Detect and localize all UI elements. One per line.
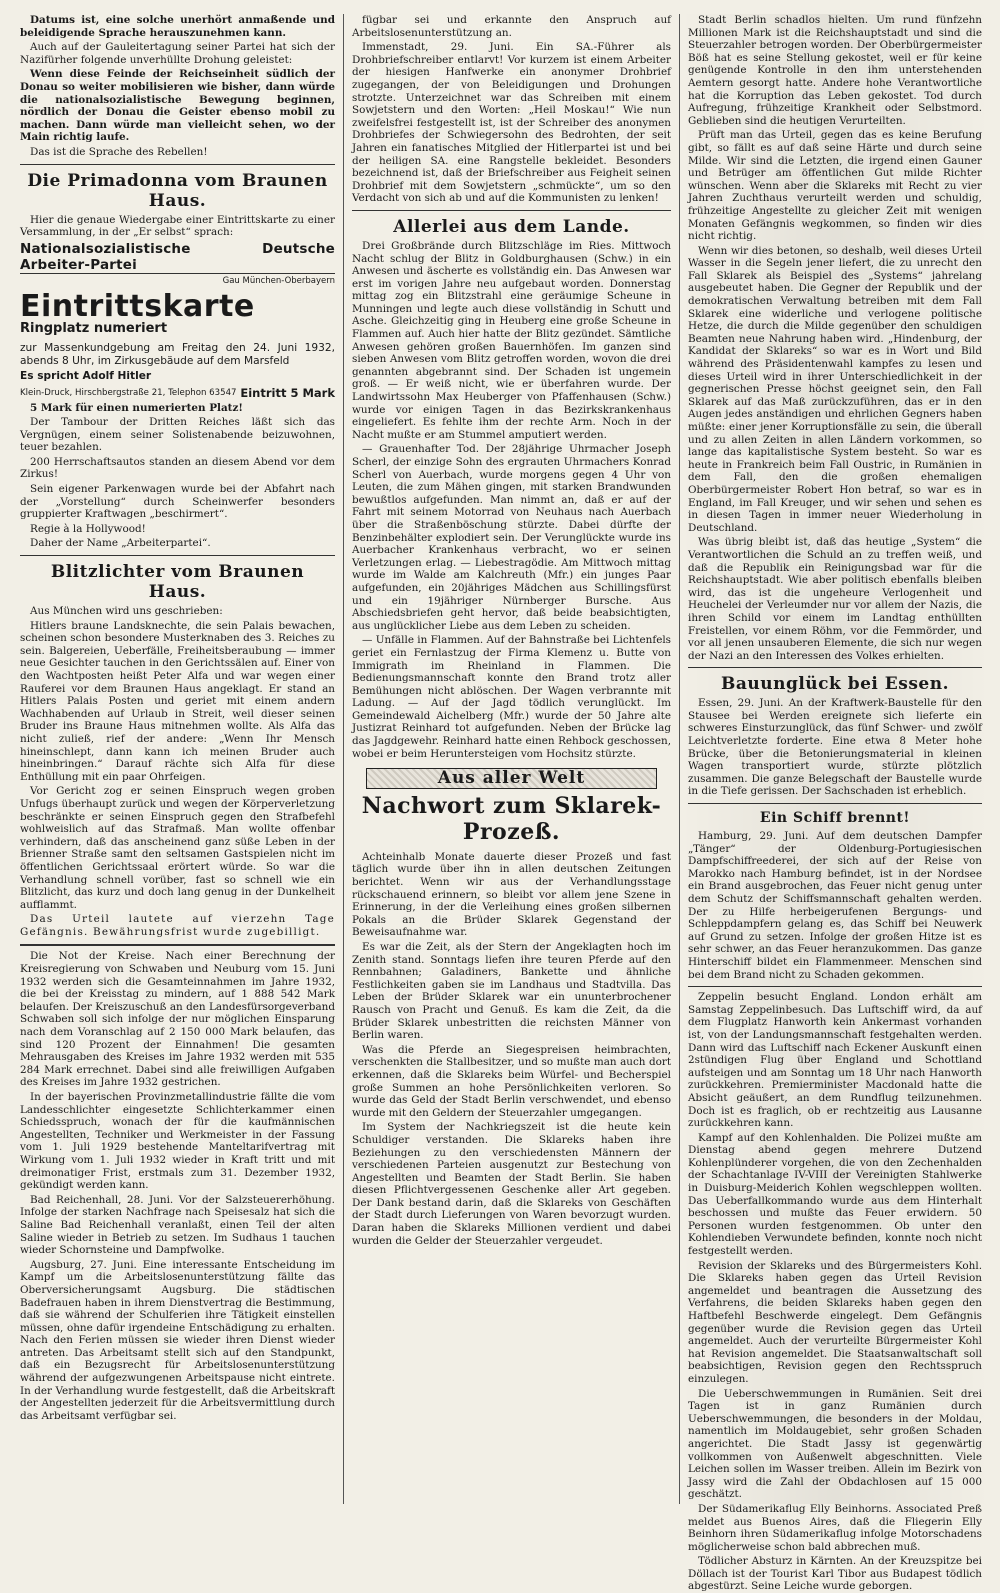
allerlei-paragraph-1: Drei Großbrände durch Blitzschläge im Ries. Mittwoch Nacht schlug der Blitz in Goldburghausen (Schw.) in ein Anwesen und äscherte es vollständig ein. Das Anwesen war erst im vorigen Jahre neu aufgebaut worden. Donnerstag mittag zog ein Blitzstrahl eine geräumige Scheune in Munningen und legte auch diese vollständig in Schutt und Asche. Gleichzeitig ging in Heuberg eine große Scheune in Flammen auf. Auch hier hatte der Blitz gezündet. Sämtliche Anwesen gehören großen Bauernhöfen. Im ganzen sind sieben Anwesen vom Blitz getroffen worden, wovon die drei genannten abgebrannt sind. Der Schaden ist ungemein groß. — Er weiß nicht, wie er überfahren wurde. Der Landwirtssohn Max Heuberger von Pfaffenhausen (Schw.) wurde vor einigen Tagen in das Bezirkskrankenhaus eingeliefert. Es fehlte ihm der rechte Arm. Noch in der Nacht mußte er am Stummel amputiert werden. xyxy=(352,239,671,441)
continuation-text: fügbar sei und erkannte den Anspruch auf Arbeitslosenunterstützung an. xyxy=(352,14,671,39)
allerlei-paragraph-3: — Unfälle in Flammen. Auf der Bahnstraße bei Lichtenfels geriet ein Fernlastzug der Firma Klemenz u. Butte von Immigrath im Rheinland in Flammen. Die Bedienungsmannschaft konnte den Brand trotz aller Bemühungen nicht ablöschen. Der Wagen verbrannte mit Ladung. — Auf der Jagd tödlich verunglückt. Im Gemeindewald Aichelberg (Mfr.) wurde der 50 Jahre alte Justizrat Reinhard tot aufgefunden. Neben der Brücke lag das Jagdgewehr. Reinhard hatte einen Rehbock geschossen, wobei er beim Heruntersteigen vom Hochsitz stürzte. xyxy=(352,634,671,760)
intro-paragraph-2: Auch auf der Gauleitertagung seiner Partei hat sich der Nazifürher folgende unverhüllte Drohung geleistet: xyxy=(20,41,335,66)
sklarek-paragraph-1: Stadt Berlin schadlos hielten. Um rund fünfzehn Millionen Mark ist die Reichshauptstadt und sind die Steuerzahler betrogen worden. Der Oberbürgermeister Böß hat es seine Stellung gekostet, weil er für keine genügende Kontrolle in den ihm unterstehenden Aemtern gesorgt hatte. Andere hohe Verantwortliche hat die Korruption das Leben gekostet. Tod durch Aufregung, frühzeitige Krankheit oder Selbstmord. Geblieben sind die heutigen Verurteilten. xyxy=(688,14,982,127)
ticket-title: Eintrittskarte xyxy=(20,289,255,325)
divider xyxy=(688,803,982,804)
primadonna-headline: Die Primadonna vom Braunen Haus. xyxy=(27,170,328,211)
kreise-paragraph-1: Die Not der Kreise. Nach einer Berechnung der Kreisregierung von Schwaben und Neuburg vom 15. Juni 1932 werden sich die Gesamteinnahmen im Jahre 1932, die bei der Kreisstag zu mindern, auf 1 888 542 Mark belaufen. Der Kreiszuschuß an den Landesfürsorgeverband Schwaben soll sich infolge der nur möglichen Einsparung nach dem Voranschlag auf 2 150 000 Mark belaufen, das sind 120 Prozent der Einnahmen! Die gesamten Mehrausgaben des Kreises im Jahre 1932 werden mit 535 284 Mark errechnet. Dabei sind alle freiwilligen Aufgaben des Kreises im Jahre 1932 gestrichen. xyxy=(20,950,335,1089)
allerlei-headline: Allerlei aus dem Lande. xyxy=(393,216,630,237)
divider xyxy=(352,210,671,211)
sklarek-paragraph-4: Was übrig bleibt ist, daß das heutige „System“ die Verantwortlichen die Schuld an zu treffen weiß, und daß die Republik ein Reinigungsbad war für die Reichshauptstadt. Wie aber politisch ebenfalls bleiben wird, das ist die ungeheure Verlogenheit und Heuchelei der Verleumder nur vor allem der Nazis, die ihren Schild vor einem im Landtag enthüllten Freistellen, vor einem Röhm, vor die Femmörder, und vor all jenen unsauberen Elemente, die sich nur wegen der Nazi an den Interessen des Volkes erhielten. xyxy=(688,536,982,662)
divider xyxy=(20,944,335,946)
divider xyxy=(688,667,982,668)
short-news-4: Die Ueberschwemmungen in Rumänien. Seit drei Tagen ist in ganz Rumänien durch Ueberschwemmungen, die besonders in der Moldau, namentlich im Moldaugebiet, sehr großen Schaden angerichtet. Die Stadt Jassy ist gegenwärtig vollkommen von Außenwelt abgeschnitten. Viele Leichen sollen im Wasser treiben. Allein im Bezirk von Jassy wird die Zahl der Obdachlosen auf 15 000 geschätzt. xyxy=(688,1387,982,1501)
nachwort-headline: Nachwort zum Sklarek-Prozeß. xyxy=(361,792,662,845)
gau-name: Gau München-Oberbayern xyxy=(20,273,335,288)
blitzlichter-paragraph-4: Das Urteil lautete auf vierzehn Tage Gefängnis. Bewährungsfrist wurde zugebilligt. xyxy=(20,913,335,938)
short-news-2: Kampf auf den Kohlenhalden. Die Polizei mußte am Dienstag abend gegen mehrere Dutzend Kohlenplünderer vorgehen, die von den Zechenhalden der Schachtanlage IV-VIII der Vereinigten Stahlwerke in Duisburg-Meiderich Kohlen wegschleppen wollten. Das Ueberfallkommando wurde aus dem Hinterhalt beschossen und mußte das Feuer erwidern. 50 Personen wurden festgenommen. Ob unter den Kohlendieben Verwundete befinden, konnte noch nicht festgestellt werden. xyxy=(688,1131,982,1258)
column-left xyxy=(12,14,344,1504)
primadonna-paragraph-1: Der Tambour der Dritten Reiches läßt sich das Vergnügen, einem seiner Solistenabende beizuwohnen, teuer bezahlen. xyxy=(20,416,335,454)
sklarek-paragraph-2: Prüft man das Urteil, gegen das es keine Berufung gibt, so fällt es auf daß seine Härte und durch seine Milde. Wir sind die Letzten, die irgend einen Gauner und Betrüger am öffentlichen Gut milde Richter wünschen. Wenn aber die Sklareks mit Recht zu vier Jahren Zuchthaus verurteilt werden und schuldig, frühzeitige Angestellte zu gleicher Zeit mit wenigen Monaten Gefängnis wegkommen, so finden wir dies nicht richtig. xyxy=(688,129,982,243)
ticket-text: zur Massenkundgebung am Freitag den 24. Juni 1932, abends 8 Uhr, im Zirkusgebäude auf dem Marsfeld xyxy=(20,341,335,367)
party-name: Nationalsozialistische Deutsche Arbeiter-Partei xyxy=(20,240,335,273)
nachwort-paragraph-2: Es war die Zeit, als der Stern der Angeklagten hoch im Zenith stand. Sonntags liefen ihre teuren Pferde auf den Rennbahnen; Galadiners, Bankette und ähnliche Festlichkeiten gaben sie im Landhaus und Stadtvilla. Das Leben der Brüder Sklarek war ein ununterbrochener Rausch von Pracht und Genuß. Es kam die Zeit, da die Brüder Sklarek unbestritten die reichsten Männer von Berlin waren. xyxy=(352,941,671,1042)
divider xyxy=(20,164,335,165)
intro-paragraph-3: Wenn diese Feinde der Reichseinheit südlich der Donau so weiter mobilisieren wie bisher, dann würde die nationalsozialistische Bewegung beginnen, nördlich der Donau die Geister ebenso mobil zu machen. Dann würde man vielleicht sehen, wo der Main richtig laufe. xyxy=(20,68,335,144)
ticket-printer: Klein-Druck, Hirschbergstraße 21, Telephon 63547 xyxy=(20,387,237,398)
nachwort-paragraph-1: Achteinhalb Monate dauerte dieser Prozeß und fast täglich wurde über ihn in allen deutschen Zeitungen berichtet. Wenn wir aus der Verhandlungsstage rückschauend erinnern, so bleibt vor allem jene Szene in Erinnerung, in der die Verleihung eines großen silbernen Pokals an die Brüder Sklarek Gegenstand der Beweisaufnahme war. xyxy=(352,850,671,939)
nachwort-paragraph-3: Was die Pferde an Siegespreisen heimbrachten, verschenkten die Stallbesitzer, und so mußte man auch dort erkennen, daß die Sklareks beim Würfel- und Becherspiel große Summen an hohe Persönlichkeiten verloren. So wurde das Geld der Stadt Berlin verschwendet, und ebenso wurde mit den Geldern der Steuerzahler umgegangen. xyxy=(352,1043,671,1119)
primadonna-paragraph-3: Sein eigener Parkenwagen wurde bei der Abfahrt nach der „Vorstellung“ durch Scheinwerfer besonders gruppierter Kraftwagen „beschirmert“. xyxy=(20,483,335,521)
section-banner-aus-aller-welt: Aus aller Welt xyxy=(366,768,657,789)
nachwort-paragraph-4: Im System der Nachkriegszeit ist die heute kein Schuldiger verstanden. Die Sklareks haben ihre Beziehungen zu den verschiedensten Männern der verschiedenen Parteien ausgenutzt zur Bestechung von Angestellten und Beamten der Stadt Berlin. Sie haben diesen Pflichtvergessenen Geschenke aller Art gegeben. Der Dank bestand darin, daß die Sklareks von Geschäften der Stadt durch Lieferungen von Waren bevorzugt wurden. Daran haben die Sklareks Millionen verdient und dabei wurden die Gelder der Steuerzahler vergeudet. xyxy=(352,1121,671,1247)
blitzlichter-paragraph-1: Aus München wird uns geschrieben: xyxy=(30,605,223,618)
kreise-paragraph-2: In der bayerischen Provinzmetallindustrie fällte die vom Landesschlichter eingesetzte Schlichterkammer einen Schiedsspruch, wonach der für die kaufmännischen Angestellten, Techniker und Werkmeister in der Fassung vom 1. Juli 1929 bestehende Manteltarifvertrag mit Wirkung vom 1. Juli 1932 wieder in Kraft tritt und mit dreimonatiger Frist, erstmals zum 31. Dezember 1932, gekündigt werden kann. xyxy=(20,1091,335,1192)
primadonna-paragraph-2: 200 Herrschaftsautos standen an diesem Abend vor dem Zirkus! xyxy=(20,455,335,481)
short-news-6: Tödlicher Absturz in Kärnten. An der Kreuzspitze bei Döllach ist der Tourist Karl Tibor aus Budapest tödlich abgestürzt. Seine Leiche wurde geborgen. xyxy=(688,1555,982,1593)
ticket-subtitle: Ringplatz numeriert xyxy=(20,321,168,337)
blitzlichter-headline: Blitzlichter vom Braunen Haus. xyxy=(50,562,305,603)
schiff-article: Hamburg, 29. Juni. Auf dem deutschen Dampfer „Tänger“ der Oldenburg-Portugiesischen Dampfschiffreederei, der sich auf der Reise von Marokko nach Hamburg befindet, ist in der Nordsee ein Brand ausgebrochen, das Feuer nicht genug unter dem Schutz der Schiffsmannschaft gehalten werden. Der zu Hilfe herbeigerufenen Bergungs- und Schleppdampfern gelang es, das Schiff bei Neuwerk auf Grund zu setzen. Infolge der großen Hitze ist es sehr schwer, an das Feuer heranzukommen. Das ganze Hinterschiff bildet ein Flammenmeer. Menschen sind bei dem Brand nicht zu Schaden gekommen. xyxy=(688,830,982,981)
divider xyxy=(688,986,982,987)
kreise-paragraph-3: Bad Reichenhall, 28. Juni. Vor der Salzsteuererhöhung. Infolge der starken Nachfrage nach Speisesalz hat sich die Saline Bad Reichenhall veranlaßt, einen Teil der alten Saline wieder in Betrieb zu setzen. Im Sudhaus 1 tauchen wieder Schornsteine und Dampfwolke. xyxy=(20,1193,335,1257)
ticket-price: Eintritt 5 Mark xyxy=(240,385,335,400)
divider xyxy=(20,555,335,556)
column-middle xyxy=(344,14,680,1504)
schiff-headline: Ein Schiff brennt! xyxy=(759,810,911,827)
primadonna-paragraph-5: Daher der Name „Arbeiterpartei“. xyxy=(30,537,211,550)
primadonna-intro: Hier die genaue Wiedergabe einer Eintrittskarte zu einer Versammlung, in der „Er selbst“ sprach: xyxy=(20,213,335,239)
intro-paragraph-1: Datums ist, eine solche unerhört anmaßende und beleidigende Sprache herauszunehmen kann. xyxy=(20,14,335,39)
blitzlichter-paragraph-3: Vor Gericht zog er seinen Einspruch wegen groben Unfugs überhaupt zurück und wegen der Körperverletzung beschränkte er seinen Einspruch gegen den Strafbefehl wohlweislich auf das Strafmaß. Man wollte offenbar verhindern, daß das anscheinend ganz süße Leben in der Brienner Straße samt den seltsamen Gastspielen nicht im öffentlichen Gerichtssaal erörtert würde. So war die Verhandlung schnell vorüber, fast so schnell wie ein Blitzlicht, das kurz und doch lang genug in der Dunkelheit aufflammt. xyxy=(20,785,335,911)
ticket-price-sub: 5 Mark für einen numerierten Platz! xyxy=(30,401,243,414)
kreise-paragraph-4: Augsburg, 27. Juni. Eine interessante Entscheidung im Kampf um die Arbeitslosenunterstützung fällte das Oberversicherungsamt Augsburg. Die städtischen Badefrauen haben in ihrem Dienstvertrag die Bestimmung, daß sie während der Schulferien ihre Tätigkeit einstellen müssen, ohne dafür irgendeine Entschädigung zu erhalten. Nach den Ferien müssen sie wieder ihren Dienst wieder antreten. Das Arbeitsamt stellt sich auf den Standpunkt, daß ein Bezugsrecht für Arbeitslosenunterstützung während der aufgezwungenen Arbeitspause nicht eintrete. In der Verhandlung wurde festgestellt, daß die Arbeitskraft der Angestellten jederzeit für die Arbeitsvermittlung durch das Arbeitsamt verfügbar sei. xyxy=(20,1258,335,1422)
intro-paragraph-4: Das ist die Sprache des Rebellen! xyxy=(30,145,208,158)
immenstadt-article: Immenstadt, 29. Juni. Ein SA.-Führer als Drohbriefschreiber entlarvt! Vor kurzem ist einem Arbeiter der hiesigen Hanfwerke ein anonymer Drohbrief zugegangen, der von Beleidigungen und Drohungen strotzte. Unterzeichnet war das Schreiben mit einem Sowjetstern und den Worten: „Heil Moskau!“ Wie nun zweifelsfrei festgestellt ist, ist der Schreiber des anonymen Drohbriefes der Schwiegersohn des Bedrohten, der seit Jahren ein fanatisches Mitglied der Hitlerpartei ist und bei der heiligen SA. eine Rangstelle bekleidet. Besonders bezeichnend ist, daß der Briefschreiber aus Feigheit seinen Drohbrief mit dem Sowjetstern „schmückte“, um so den Verdacht von sich ab und auf die Kommunisten zu lenken! xyxy=(352,41,671,205)
blitzlichter-paragraph-2: Hitlers braune Landsknechte, die sein Palais bewachen, scheinen schon besondere Musterknaben des 3. Reiches zu sein. Balgereien, Ueberfälle, Freiheitsberaubung — immer neue Gesichter tauchen in den Gerichtssälen auf. Einer von den Wachtposten heißt Peter Alfa und war wegen einer Rauferei vor dem Braunen Haus angeklagt. Er stand an Hitlers Palais Posten und geriet mit einem andern Wachhabenden auf Urlaub in Streit, weil dieser seinen Bruder ins Braune Haus mitnehmen wollte. Als Alfa das nicht zuließ, rief der andere: „Wenn Ihr Mensch hineinschlept, dann kann ich meinen Bruder auch hineinbringen.“ Darauf rächte sich Alfa für diese Enthüllung mit ein paar Ohrfeigen. xyxy=(20,619,335,783)
ticket-footer xyxy=(20,387,335,400)
short-news-1: Zeppelin besucht England. London erhält am Samstag Zeppelinbesuch. Das Luftschiff wird, da auf dem Flugplatz Hanworth kein Ankermast vorhanden ist, von der Landungsmannschaft festgehalten werden. Dann wird das Luftschiff nach Eckener Auskunft einen 2stündigen Flug über England und Schottland aufsteigen und am Sonntag um 18 Uhr nach Hanworth zurückkehren. Premierminister Macdonald hatte die Absicht geäußert, an dem Rundflug teilzunehmen. Doch ist es fraglich, ob er rechtzeitig aus Lausanne zurückkehren kann. xyxy=(688,991,982,1130)
short-news-3: Revision der Sklareks und des Bürgermeisters Kohl. Die Sklareks haben gegen das Urteil Revision angemeldet und beantragen die Aussetzung des Verfahrens, die beiden Sklareks haben gegen den Haftbefehl Beschwerde eingelegt. Dem Gefängnis gegenüber wurde die Revision gegen das Urteil angemeldet. Auch der verurteilte Bürgermeister Kohl hat Revision angemeldet. Die Staatsanwaltschaft soll beabsichtigen, Revision gegen den Rechtsspruch einzulegen. xyxy=(688,1259,982,1385)
bauungluck-article: Essen, 29. Juni. An der Kraftwerk-Baustelle für den Stausee bei Werden ereignete sich lieferte ein schweres Einsturzunglück, das fünf Schwer- und zwölf Leichtverletzte forderte. Eine etwa 8 Meter hohe Brücke, über die Betonierungsmaterial in kleinen Wagen transportiert wurde, stürzte plötzlich zusammen. Die ganze Belegschaft der Baustelle wurde in die Tiefe gerissen. Der Sachschaden ist erheblich. xyxy=(688,697,982,798)
ticket-speaker: Es spricht Adolf Hitler xyxy=(20,369,152,382)
allerlei-paragraph-2: — Grauenhafter Tod. Der 28jährige Uhrmacher Joseph Scherl, der einzige Sohn des ergrauten Uhrmachers Konrad Scherl von Auerbach, wurde morgens gegen 4 Uhr von Leuten, die zum Mähen gingen, mit starken Brandwunden bewußtlos aufgefunden. Man nimmt an, daß er auf der Fahrt mit seinem Motorrad von Neuhaus nach Auerbach über die Straßenböschung stürzte. Dabei dürfte der Benzinbehälter explodiert sein. Der Verunglückte wurde ins Auerbacher Krankenhaus verbracht, wo er seinen Verletzungen erlag. — Liebestragödie. Am Mittwoch mittag wurde im Walde am Kalchreuth (Mfr.) ein junges Paar aufgefunden, ein 20jähriges Mädchen aus Schillingsfürst und ein 19jähriger Nürnberger Bursche. Aus Abschiedsbriefen geht hervor, daß beide beabsichtigten, aus unglücklicher Liebe aus dem Leben zu scheiden. xyxy=(352,443,671,632)
primadonna-paragraph-4: Regie à la Hollywood! xyxy=(30,522,146,535)
column-right xyxy=(680,14,990,1593)
bauungluck-headline: Bauunglück bei Essen. xyxy=(721,674,949,695)
sklarek-paragraph-3: Wenn wir dies betonen, so deshalb, weil dieses Urteil Wasser in die Segeln jener liefert, die zu unrecht den Fall Sklarek als Beispiel des „Systems“ jahrelang ausgebeutet haben. Die Gegner der Republik und der demokratischen Verwaltung betreiben mit dem Fall Sklarek eine widerliche und verlogene politische Hetze, die durch die Milde gegenüber den schuldigen Beamten neue Nahrung haben wird. „Hindenburg, der Kandidat der Sklareks“ so war es in Wort und Bild während des Präsidentenwahl kampfes zu lesen und dieses Urteil wird in ihrer Unterschiedlichkeit in der gegnerischen Presse höchst geeignet sein, den Fall Sklarek auf das Maß zurückzuführen, das er in den Augen jedes anständigen und ehrlichen Gegners haben müßte: einer jener Korruptionsfälle zu sein, die überall und zu allen Zeiten in allen Ländern vorkommen, so lange das kapitalistische System besteht. So war es heute in Frankreich beim Fall Oustric, in Rumänien in dem Fall, den die großen ehemaligen Oberbürgermeister Robert Hon betraf, so war es in England, im Fall Kreuger, und wir sehen und sehen es in diesen Tagen in immer neuer Wiederholung in Deutschland. xyxy=(688,244,982,534)
short-news-5: Der Südamerikaflug Elly Beinhorns. Associated Preß meldet aus Buenos Aires, daß die Fliegerin Elly Beinhorn ihren Südamerikaflug infolge Motorschadens möglicherweise schon bald abbrechen muß. xyxy=(688,1502,982,1553)
